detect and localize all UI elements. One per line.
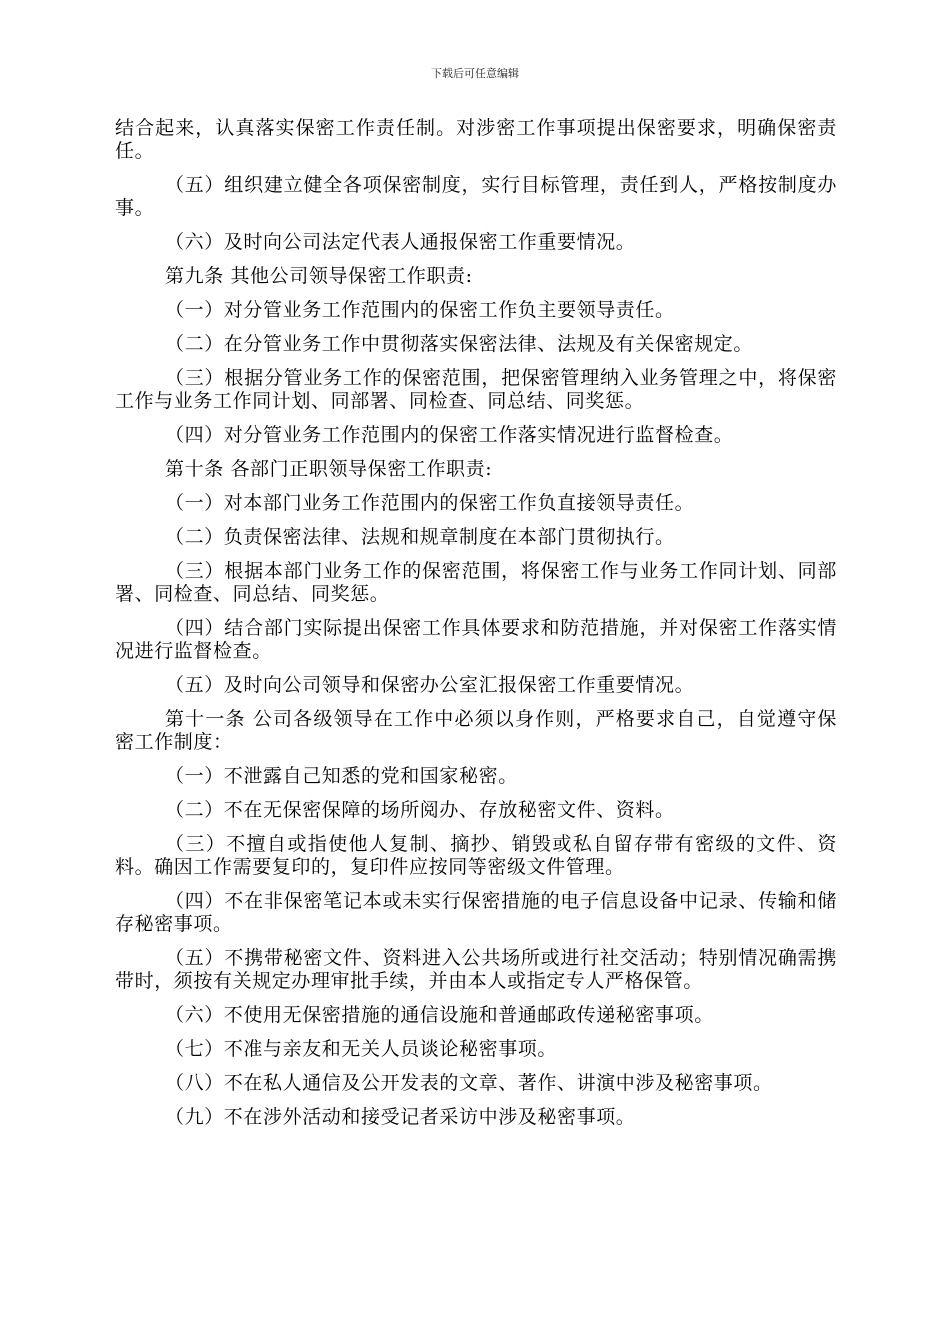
paragraph: （六）不使用无保密措施的通信设施和普通邮政传递秘密事项。	[165, 1004, 714, 1026]
paragraph: （九）不在涉外活动和接受记者采访中涉及秘密事项。	[165, 1106, 636, 1128]
paragraph: （六）及时向公司法定代表人通报保密工作重要情况。	[165, 231, 636, 253]
paragraph: （四）对分管业务工作范围内的保密工作落实情况进行监督检查。	[165, 424, 734, 446]
article-heading: 第十条 各部门正职领导保密工作职责:	[165, 458, 493, 480]
paragraph: （二）不在无保密保障的场所阅办、存放秘密文件、资料。	[165, 799, 675, 821]
paragraph: （一）对本部门业务工作范围内的保密工作负直接领导责任。	[165, 492, 695, 514]
paragraph: （五）不携带秘密文件、资料进入公共场所或进行社交活动；特别情况确需携带时，须按有关规定办理审批手续，并由本人或指定专人严格保管。	[115, 947, 837, 992]
paragraph: 结合起来，认真落实保密工作责任制。对涉密工作事项提出保密要求，明确保密责任。	[115, 117, 837, 162]
paragraph: （一）对分管业务工作范围内的保密工作负主要领导责任。	[165, 299, 675, 321]
document-body	[115, 117, 837, 1140]
article-heading: 第十一条 公司各级领导在工作中必须以身作则，严格要求自己，自觉遵守保密工作制度：	[115, 708, 837, 753]
paragraph: （二）在分管业务工作中贯彻落实保密法律、法规及有关保密规定。	[165, 333, 754, 355]
paragraph: （四）不在非保密笔记本或未实行保密措施的电子信息设备中记录、传输和储存秘密事项。	[115, 890, 837, 935]
paragraph: （七）不准与亲友和无关人员谈论秘密事项。	[165, 1038, 558, 1060]
article-heading: 第九条 其他公司领导保密工作职责:	[165, 265, 473, 287]
paragraph: （一）不泄露自己知悉的党和国家秘密。	[165, 765, 518, 787]
paragraph: （四）结合部门实际提出保密工作具体要求和防范措施，并对保密工作落实情况进行监督检查。	[115, 617, 837, 662]
paragraph: （三）不擅自或指使他人复制、摘抄、销毁或私自留存带有密级的文件、资料。确因工作需要复印的，复印件应按同等密级文件管理。	[115, 833, 837, 878]
paragraph: （三）根据分管业务工作的保密范围，把保密管理纳入业务管理之中，将保密工作与业务工作同计划、同部署、同检查、同总结、同奖惩。	[115, 367, 837, 412]
paragraph: （五）及时向公司领导和保密办公室汇报保密工作重要情况。	[165, 674, 695, 696]
paragraph: （八）不在私人通信及公开发表的文章、著作、讲演中涉及秘密事项。	[165, 1072, 773, 1094]
paragraph: （三）根据本部门业务工作的保密范围，将保密工作与业务工作同计划、同部署、同检查、同总结、同奖惩。	[115, 560, 837, 605]
paragraph: （五）组织建立健全各项保密制度，实行目标管理，责任到人，严格按制度办事。	[115, 174, 837, 219]
paragraph: （二）负责保密法律、法规和规章制度在本部门贯彻执行。	[165, 526, 675, 548]
page-header: 下载后可任意编辑	[431, 67, 519, 80]
